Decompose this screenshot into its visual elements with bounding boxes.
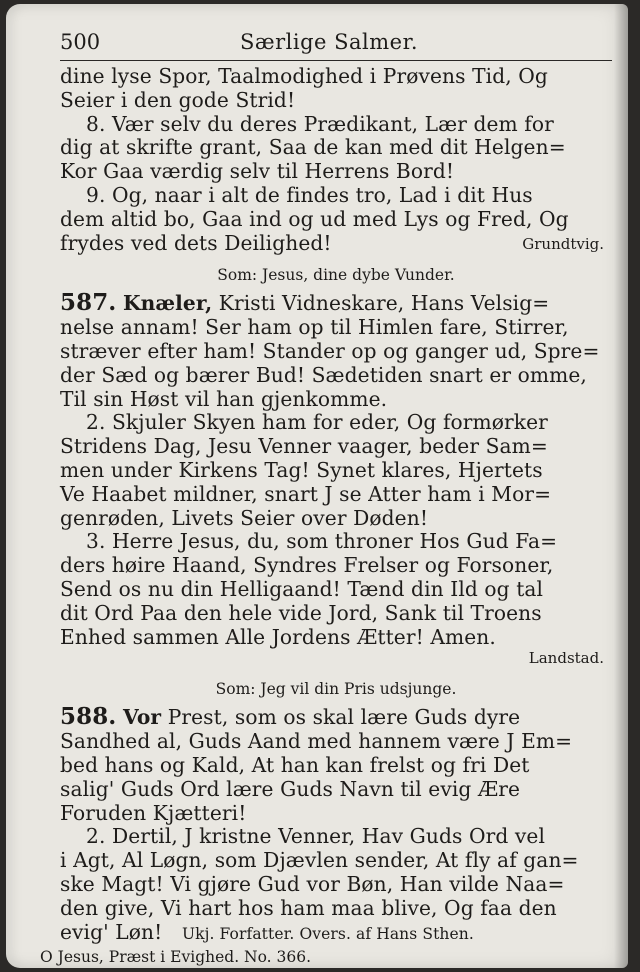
text-line: men under Kirkens Tag! Synet klares, Hjertets (60, 457, 543, 482)
verse-line: 9. Og, naar i alt de findes tro, Lad i dit Hus (86, 182, 533, 207)
hymn-number: 587. (60, 289, 117, 317)
last-line-text: evig' Løn! (60, 919, 163, 944)
text-line: genrøden, Livets Seier over Døden! (60, 505, 429, 530)
text-line: den give, Vi hart hos ham maa blive, Og faa den (60, 895, 557, 920)
text-line: Foruden Kjætteri! (60, 800, 247, 825)
verse-line: 3. Herre Jesus, du, som throner Hos Gud Fa= (86, 529, 558, 554)
text-line: nelse annam! Ser ham op til Himlen fare, Stirrer, (60, 315, 569, 340)
text-line: Til sin Høst vil han gjenkomme. (60, 386, 388, 411)
author-attribution: Ukj. Forfatter. Overs. af Hans Sthen. (181, 924, 474, 943)
page-number: 500 (60, 30, 101, 54)
text-line: ders høire Haand, Syndres Frelser og Forsoner, (60, 553, 554, 578)
hymn-first-line (60, 705, 612, 730)
book-page (6, 4, 628, 968)
verse-line: 8. Vær selv du deres Prædikant, Lær dem for (86, 111, 554, 136)
hymn-first-line-text: Kristi Vidneskare, Hans Velsig= (212, 291, 550, 316)
text-line: frydes ved dets Deilighed! (60, 230, 332, 255)
hymn-last-line (60, 921, 612, 947)
hymn-first-line (60, 291, 612, 316)
hymn-587 (60, 265, 612, 667)
text-line: dit Ord Paa den hele vide Jord, Sank til Troens (60, 600, 542, 625)
page-header (60, 24, 612, 61)
text-line: dine lyse Spor, Taalmodighed i Prøvens Tid, Og (60, 64, 548, 88)
text-line: Seier i den gode Strid! (60, 87, 296, 112)
text-line: dem altid bo, Gaa ind og ud med Lys og Fred, Og (60, 206, 569, 231)
page-content (40, 24, 612, 968)
text-line: Ve Haabet mildner, snart J se Atter ham i Mor= (60, 481, 552, 506)
hymn-first-word: Vor (122, 705, 162, 730)
text-line: der Sæd og bærer Bud! Sædetiden snart er omme, (60, 362, 587, 387)
page-spine-shadow (614, 4, 628, 968)
verse-line: 2. Dertil, J kristne Venner, Hav Guds Ord vel (86, 824, 546, 849)
tune-reference: Som: Jeg vil din Pris udsjunge. (215, 680, 457, 699)
author-attribution: Grundtvig. (522, 235, 604, 254)
text-line: ske Magt! Vi gjøre Gud vor Bøn, Han vilde Naa= (60, 871, 565, 896)
hymn-588 (40, 679, 612, 968)
text-line: Sandhed al, Guds Aand med hannem være J Em= (60, 729, 573, 754)
tune-reference: Som: Jesus, dine dybe Vunder. (217, 266, 455, 285)
text-line: bed hans og Kald, At han kan frelst og fri Det (60, 752, 530, 777)
author-attribution: Landstad. (528, 649, 604, 668)
text-line: Enhed sammen Alle Jordens Ætter! Amen. (60, 624, 496, 649)
hymn-first-line-text: Prest, som os skal lære Guds dyre (161, 705, 521, 730)
text-line: Stridens Dag, Jesu Venner vaager, beder Sam= (60, 434, 548, 459)
text-line: i Agt, Al Løgn, som Djævlen sender, At fly af gan= (60, 848, 579, 873)
running-head: Særlige Salmer. (240, 30, 419, 54)
hymn-first-word: Knæler, (122, 291, 213, 316)
text-line: stræver efter ham! Stander op og ganger ud, Spre= (60, 338, 600, 363)
text-line: salig' Guds Ord lære Guds Navn til evig Ære (60, 776, 521, 801)
melody-reference: O Jesus, Præst i Evighed. No. 366. (40, 948, 312, 967)
text-line: dig at skrifte grant, Saa de kan med dit Helgen= (60, 135, 566, 160)
verse-line: 2. Skjuler Skyen ham for eder, Og formørker (86, 410, 548, 435)
text-line: Send os nu din Helligaand! Tænd din Ild og tal (60, 576, 544, 601)
hymn-number: 588. (60, 703, 117, 731)
text-line: Kor Gaa værdig selv til Herrens Bord! (60, 159, 455, 184)
hymn-continuation (60, 65, 612, 253)
